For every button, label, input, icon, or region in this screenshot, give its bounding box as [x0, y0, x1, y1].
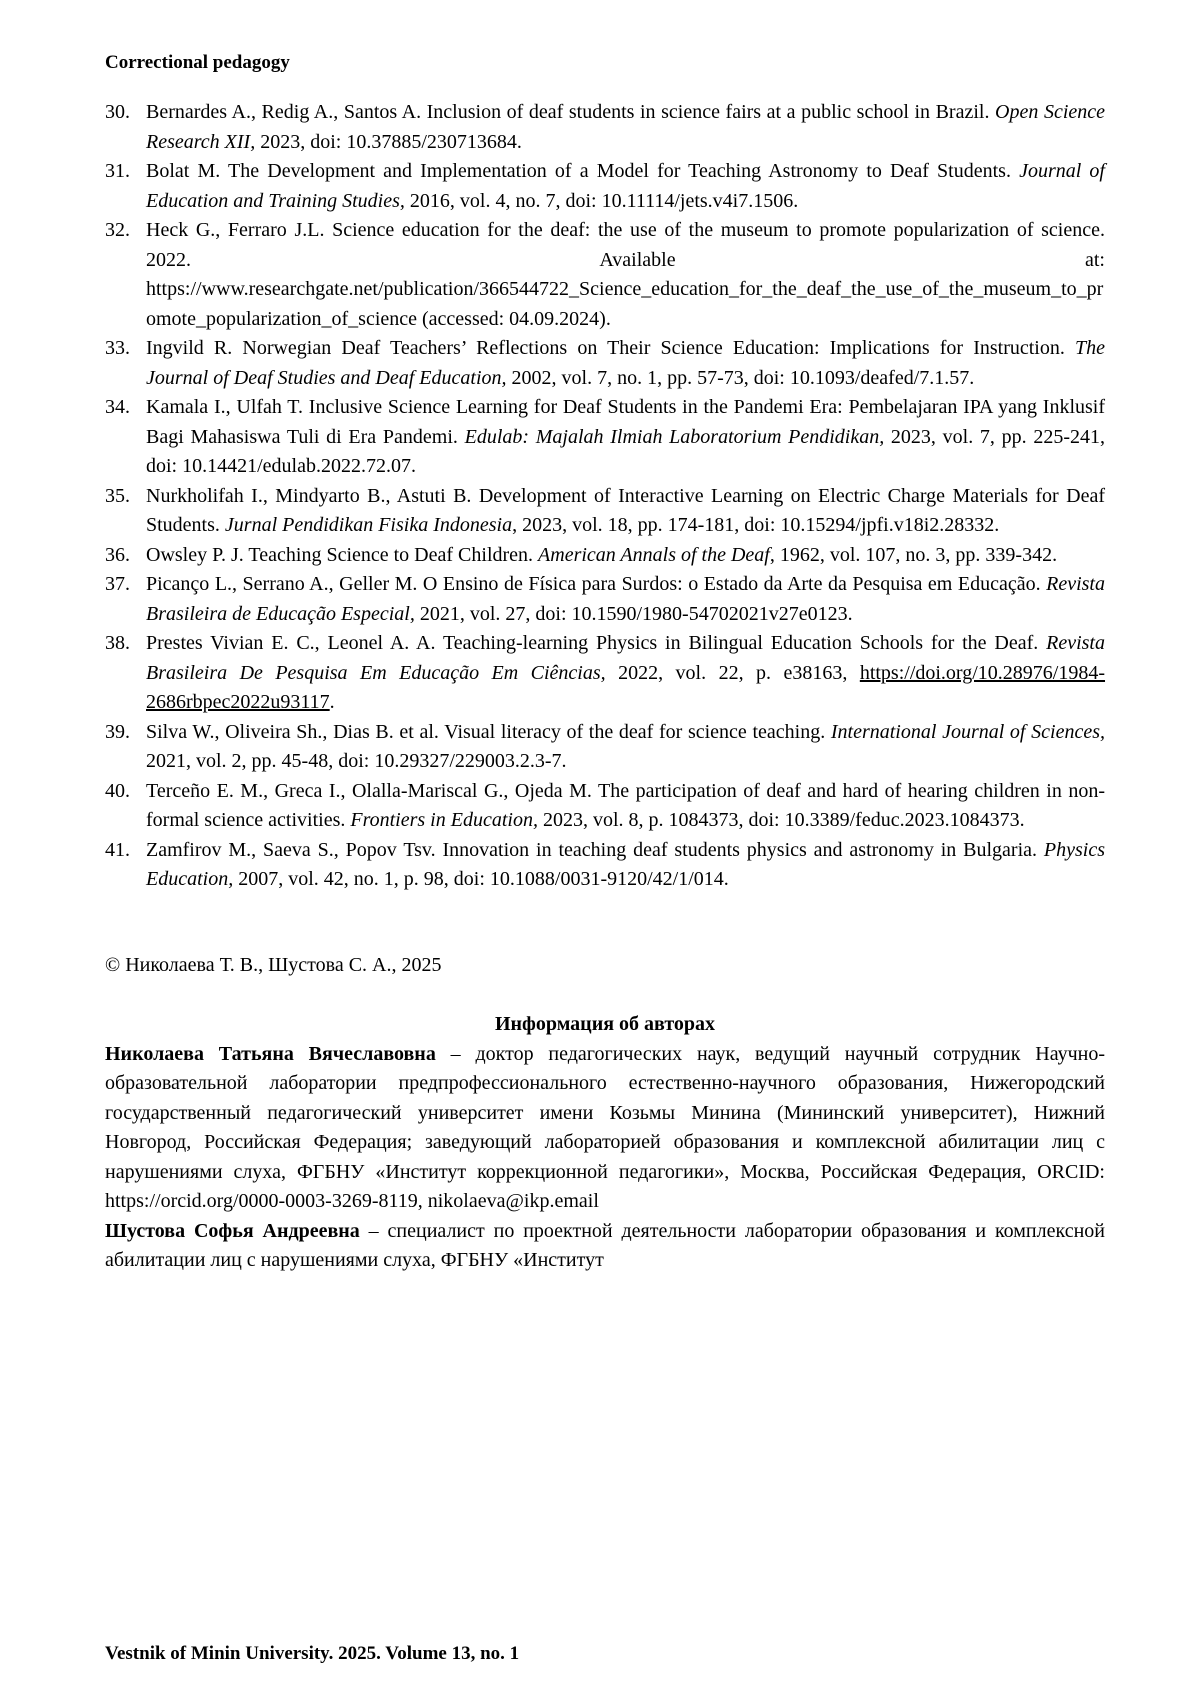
text-segment: Open Science Research XII, — [146, 101, 1106, 153]
reference-text — [146, 393, 1105, 482]
text-segment: Journal of Education and Training Studies, — [146, 160, 1105, 212]
text-segment: Picanço L., Serrano A., Geller M. O Ensino de Física para Surdos: o Estado da Arte da Pesquisa em Educação. — [146, 573, 1047, 595]
text-segment: Bolat M. The Development and Implementation of a Model for Teaching Astronomy to Deaf Students. — [146, 160, 1020, 182]
reference-text — [146, 718, 1105, 777]
reference-number: 38. — [105, 632, 130, 654]
copyright-line: © Николаева Т. В., Шустова С. А., 2025 — [105, 953, 442, 976]
text-segment: 2007, vol. 42, no. 1, p. 98, doi: 10.1088/0031-9120/42/1/014. — [233, 868, 729, 890]
text-segment: 2023, vol. 8, p. 1084373, doi: 10.3389/feduc.2023.1084373. — [537, 809, 1025, 831]
text-segment: Revista Brasileira de Educação Especial, — [146, 573, 1105, 625]
reference-text — [146, 216, 1105, 334]
reference-text — [146, 836, 1105, 895]
reference-item — [105, 98, 1105, 157]
reference-number: 32. — [105, 219, 130, 241]
text-segment: 2023, doi: 10.37885/230713684. — [255, 130, 522, 153]
reference-item — [105, 718, 1105, 777]
reference-text — [146, 777, 1105, 836]
reference-item — [105, 541, 1105, 571]
text-segment: Bernardes A., Redig A., Santos A. Inclusion of deaf students in science fairs at a public school in Brazil. — [146, 101, 996, 123]
reference-number: 31. — [105, 160, 130, 182]
reference-text — [146, 482, 1105, 541]
reference-item — [105, 777, 1105, 836]
text-segment: 2021, vol. 27, doi: 10.1590/1980-54702021v27e0123. — [414, 602, 853, 625]
text-segment: The Journal of Deaf Studies and Deaf Education, — [146, 337, 1105, 389]
text-segment: Owsley P. J. Teaching Science to Deaf Children. — [146, 543, 539, 566]
reference-text — [146, 98, 1105, 157]
text-segment: Revista Brasileira De Pesquisa Em Educação Em Ciências, — [146, 632, 1105, 684]
references-list — [105, 98, 1105, 895]
text-segment: Heck G., Ferraro J.L. Science education for the deaf: the use of the museum to promote popularization of science. 2022. Available at: https://www.researchgate.net/publication/366544722_Science_education_for_the_deaf_the_use_of_the_museum_to_promote_popularization_of_science (accessed: 04.09.2024). — [146, 219, 1105, 330]
reference-number: 41. — [105, 838, 130, 861]
text-segment: Frontiers in Education, — [350, 809, 538, 831]
reference-text — [146, 629, 1105, 718]
text-segment: , 2023, vol. 18, pp. 174-181, doi: 10.15294/jpfi.v18i2.28332. — [512, 514, 1000, 536]
authors-info-heading: Информация об авторах — [494, 1013, 716, 1035]
running-header: Correctional pedagogy — [105, 52, 290, 73]
text-segment: Terceño E. M., Greca I., Olalla-Mariscal G., Ojeda M. The participation of deaf and hard of hearing children in non-formal science activities. — [146, 779, 1105, 831]
text-segment: 2002, vol. 7, no. 1, pp. 57-73, doi: 10.1093/deafed/7.1.57. — [506, 366, 975, 389]
text-segment: Jurnal Pendidikan Fisika Indonesia — [224, 514, 513, 536]
text-segment: Kamala I., Ulfah T. Inclusive Science Learning for Deaf Students in the Pandemi Era: Pembelajaran IPA yang Inklusif Bagi Mahasiswa Tuli di Era Pandemi. — [146, 396, 1105, 448]
text-segment: 2022, vol. 22, p. e38163, — [605, 661, 860, 684]
text-segment: Silva W., Oliveira Sh., Dias B. et al. Visual literacy of the deaf for science teaching. — [146, 720, 831, 743]
text-segment: 2023, vol. 7, pp. 225-241, doi: 10.14421/edulab.2022.72.07. — [146, 425, 1105, 477]
reference-text — [146, 334, 1105, 393]
reference-number: 39. — [105, 720, 130, 743]
reference-item — [105, 334, 1105, 393]
text-segment: – доктор педагогических наук, ведущий научный сотрудник Научно-образовательной лаборатории предпрофессионального естественно-научного образования, Нижегородский государственный педагогический университет имени Козьмы Минина (Мининский университет), Нижний Новгород, Российская Федерация; заведующий лабораторией образования и комплексной абилитации лиц с нарушениями слуха, ФГБНУ «Институт коррекционной педагогики», Москва, Российская Федерация, ORCID: https://orcid.org/0000-0003-3269-8119, nikolaeva@ikp.email — [105, 1042, 1105, 1212]
text-segment: Physics Education, — [146, 838, 1105, 890]
reference-text — [146, 570, 1105, 629]
reference-item — [105, 836, 1105, 895]
text-segment: Шустова Софья Андреевна — [105, 1219, 360, 1242]
reference-number: 34. — [105, 396, 130, 418]
reference-item — [105, 393, 1105, 482]
reference-text — [146, 157, 1105, 216]
text-segment: Ingvild R. Norwegian Deaf Teachers’ Reflections on Their Science Education: Implications for Instruction. — [146, 337, 1075, 359]
text-segment: – специалист по проектной деятельности лаборатории образования и комплексной абилитации лиц с нарушениями слуха, ФГБНУ «Институт — [105, 1219, 1105, 1271]
text-segment: Zamfirov M., Saeva S., Popov Tsv. Innovation in teaching deaf students physics and astronomy in Bulgaria. — [146, 838, 1044, 861]
author-paragraph — [105, 1217, 1105, 1276]
reference-item — [105, 216, 1105, 334]
text-segment: , 1962, vol. 107, no. 3, pp. 339-342. — [769, 543, 1058, 566]
reference-number: 36. — [105, 543, 130, 566]
text-segment: 2021, vol. 2, pp. 45-48, doi: 10.29327/229003.2.3-7. — [146, 750, 567, 772]
text-segment: Prestes Vivian E. C., Leonel A. A. Teaching-learning Physics in Bilingual Education Schools for the Deaf. — [146, 632, 1047, 654]
text-segment: International Journal of Sciences, — [830, 720, 1105, 743]
reference-item — [105, 629, 1105, 718]
author-paragraph — [105, 1040, 1105, 1217]
reference-item — [105, 157, 1105, 216]
text-segment: 2016, vol. 4, no. 7, doi: 10.11114/jets.v4i7.1506. — [404, 189, 799, 212]
page-footer: Vestnik of Minin University. 2025. Volume 13, no. 1 — [105, 1643, 520, 1664]
text-segment: Nurkholifah I., Mindyarto B., Astuti B. Development of Interactive Learning on Electric Charge Materials for Deaf Students. — [146, 484, 1105, 536]
reference-item — [105, 570, 1105, 629]
text-segment: Николаева Татьяна Вячеславовна — [105, 1042, 436, 1065]
reference-number: 40. — [105, 779, 130, 802]
reference-number: 37. — [105, 573, 130, 595]
reference-item — [105, 482, 1105, 541]
text-segment: American Annals of the Deaf — [538, 543, 770, 566]
text-segment: . — [329, 691, 335, 713]
text-segment: Edulab: Majalah Ilmiah Laboratorium Pendidikan, — [464, 425, 885, 448]
reference-number: 30. — [105, 101, 130, 123]
reference-text — [146, 541, 1105, 571]
reference-number: 33. — [105, 337, 130, 359]
reference-number: 35. — [105, 484, 130, 507]
reference-link[interactable]: https://doi.org/10.28976/1984-2686rbpec2022u93117 — [146, 661, 1106, 713]
